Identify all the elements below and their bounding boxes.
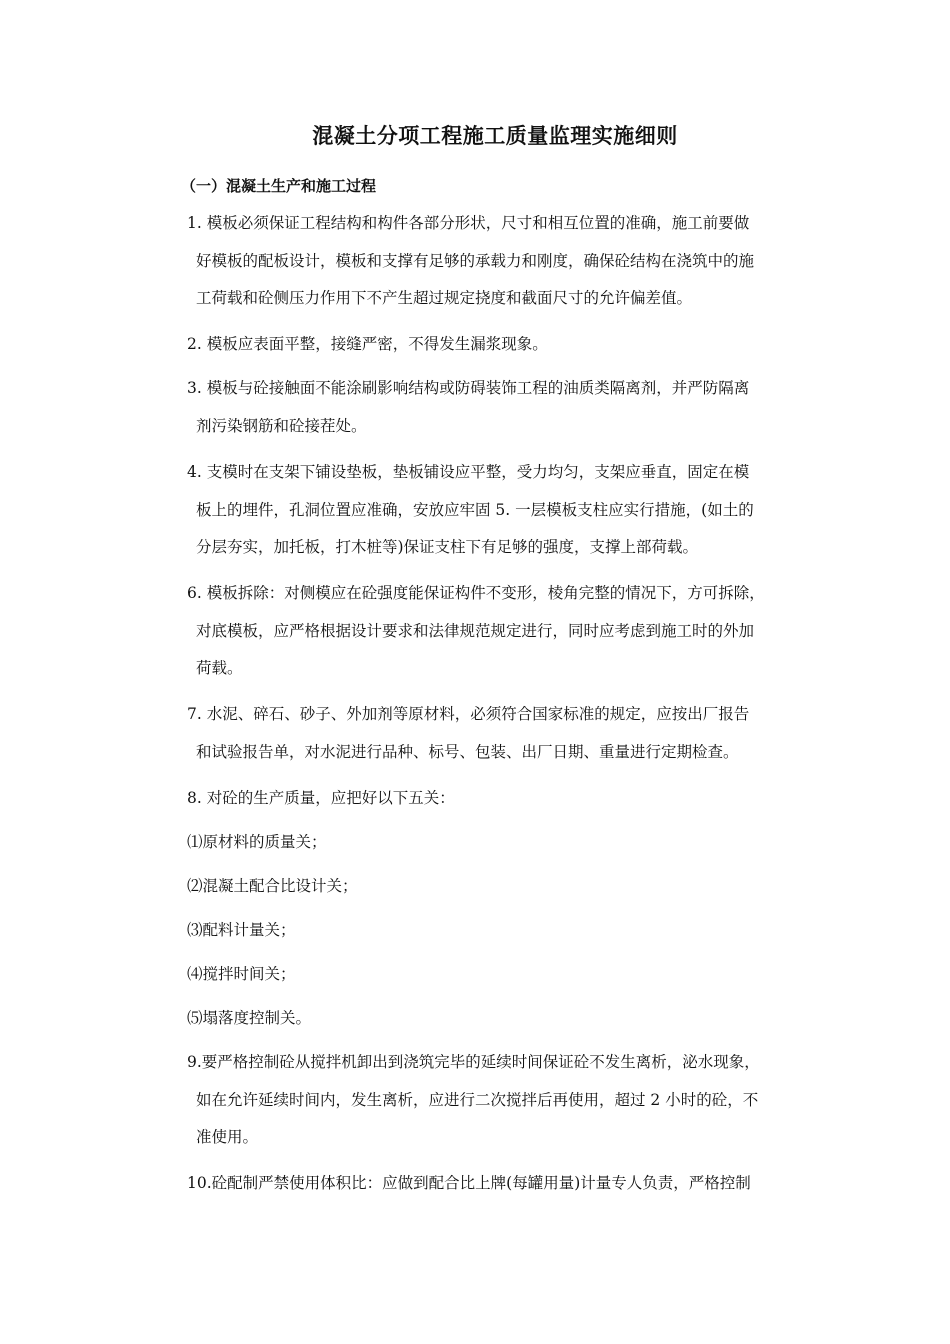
paragraph-3 xyxy=(187,370,827,445)
paragraph-line: ⑷搅拌时间关； xyxy=(187,965,296,983)
paragraph-2 xyxy=(187,326,827,364)
paragraph-line: 7. 水泥、碎石、砂子、外加剂等原材料，必须符合国家标准的规定，应按出厂报告 xyxy=(187,705,750,723)
list-item xyxy=(187,912,827,950)
paragraph-line: ⑸塌落度控制关。 xyxy=(187,1009,312,1027)
paragraph-line: 荷载。 xyxy=(196,659,243,677)
paragraph-4 xyxy=(187,454,827,567)
list-item xyxy=(187,868,827,906)
paragraph-line: 8. 对砼的生产质量，应把好以下五关： xyxy=(187,789,455,807)
list-item xyxy=(187,956,827,994)
paragraph-line: 板上的埋件，孔洞位置应准确，安放应牢固 5. 一层模板支柱应实行措施，(如土的 xyxy=(196,500,754,519)
paragraph-line: 2. 模板应表面平整，接缝严密，不得发生漏浆现象。 xyxy=(187,335,548,353)
section-heading: （一）混凝土生产和施工过程 xyxy=(181,177,377,195)
paragraph-6 xyxy=(187,575,827,688)
paragraph-9 xyxy=(187,1044,827,1157)
paragraph-10 xyxy=(187,1165,827,1203)
paragraph-line: ⑶配料计量关； xyxy=(187,921,296,939)
paragraph-line: 和试验报告单，对水泥进行品种、标号、包装、出厂日期、重量进行定期检查。 xyxy=(196,742,739,761)
paragraph-line: 剂污染钢筋和砼接茬处。 xyxy=(196,416,367,435)
paragraph-line: 准使用。 xyxy=(196,1128,259,1146)
paragraph-line: 9.要严格控制砼从搅拌机卸出到浇筑完毕的延续时间保证砼不发生离析，泌水现象， xyxy=(187,1053,760,1071)
paragraph-7 xyxy=(187,696,827,771)
document-title: 混凝土分项工程施工质量监理实施细则 xyxy=(312,124,678,148)
paragraph-line: 好模板的配板设计，模板和支撑有足够的承载力和刚度，确保砼结构在浇筑中的施 xyxy=(196,251,755,270)
paragraph-line: 4. 支模时在支架下铺设垫板，垫板铺设应平整，受力均匀，支架应垂直，固定在模 xyxy=(187,463,750,481)
paragraph-line: 3. 模板与砼接触面不能涂刷影响结构或防碍装饰工程的油质类隔离剂，并严防隔离 xyxy=(187,379,750,397)
paragraph-line: 对底模板，应严格根据设计要求和法律规范规定进行，同时应考虑到施工时的外加 xyxy=(196,621,755,640)
paragraph-line: 如在允许延续时间内，发生离析，应进行二次搅拌后再使用，超过 2 小时的砼，不 xyxy=(196,1090,759,1109)
paragraph-1 xyxy=(187,205,827,318)
list-item xyxy=(187,824,827,862)
paragraph-line: 6. 模板拆除：对侧模应在砼强度能保证构件不变形，棱角完整的情况下，方可拆除， xyxy=(187,584,765,602)
paragraph-line: ⑴原材料的质量关； xyxy=(187,833,327,851)
paragraph-line: 工荷载和砼侧压力作用下不产生超过规定挠度和截面尺寸的允许偏差值。 xyxy=(196,289,693,307)
paragraph-line: 分层夯实，加托板，打木桩等)保证支柱下有足够的强度，支撑上部荷载。 xyxy=(196,538,699,556)
paragraph-line: 10.砼配制严禁使用体积比：应做到配合比上牌(每罐用量)计量专人负责，严格控制 xyxy=(187,1174,751,1192)
paragraph-line: 1. 模板必须保证工程结构和构件各部分形状，尺寸和相互位置的准确，施工前要做 xyxy=(187,214,750,232)
paragraph-8 xyxy=(187,780,827,818)
list-item xyxy=(187,1000,827,1038)
paragraph-line: ⑵混凝土配合比设计关； xyxy=(187,877,358,895)
